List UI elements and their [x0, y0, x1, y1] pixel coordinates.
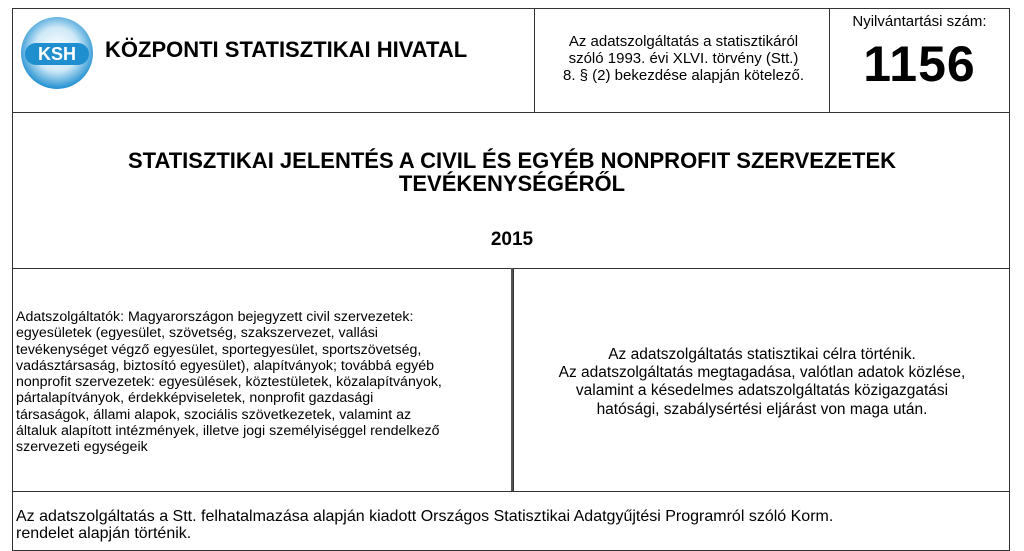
logo-text: KSH	[37, 44, 77, 64]
providers-line: társaságok, állami alapok, szociális szövetkezetek, valamint az	[16, 406, 412, 423]
statistical-form	[12, 8, 1010, 548]
header-legal-cell	[534, 8, 831, 114]
registration-label: Nyilvántartási szám:	[852, 13, 987, 30]
providers-line: vadásztársaság, biztosító egyesület), alapítványok; továbbá egyéb	[16, 357, 434, 374]
report-year: 2015	[490, 229, 534, 250]
title-section	[12, 112, 1010, 270]
data-providers-text	[16, 309, 510, 456]
purpose-line: hatósági, szabálysértési eljárást von maga után.	[596, 400, 928, 418]
organisation-name: KÖZPONTI STATISZTIKAI HIVATAL	[105, 37, 468, 62]
report-title	[33, 149, 991, 195]
providers-line: nonprofit szervezetek: egyesülések, köztestületek, közalapítványok,	[16, 374, 442, 391]
title-line: STATISZTIKAI JELENTÉS A CIVIL ÉS EGYÉB NONPROFIT SZERVEZETEK	[127, 148, 897, 173]
providers-line: szervezeti egységeik	[16, 439, 148, 456]
legal-line: 8. § (2) bekezdése alapján kötelező.	[563, 67, 804, 84]
data-providers-cell	[12, 268, 514, 493]
header-registration-cell	[829, 8, 1010, 114]
purpose-text	[522, 346, 1002, 419]
title-line: TEVÉKENYSÉGÉRŐL	[398, 171, 626, 196]
program-basis-text	[16, 508, 996, 542]
purpose-cell	[513, 268, 1010, 493]
basis-line: Az adatszolgáltatás a Stt. felhatalmazása alapján kiadott Országos Statisztikai Adatgyűjtési Programról szóló Korm.	[16, 508, 834, 525]
purpose-line: Az adatszolgáltatás megtagadása, valótlan adatok közlése,	[558, 364, 966, 382]
providers-line: általuk alapított intézmények, illetve jogi személyiséggel rendelkező	[16, 423, 440, 440]
legal-line: szóló 1993. évi XLVI. törvény (Stt.)	[568, 50, 799, 67]
purpose-line: Az adatszolgáltatás statisztikai célra történik.	[608, 346, 916, 363]
providers-line: tevékenységet végző egyesület, sportegyesület, sportszövetség,	[16, 341, 422, 358]
legal-line: Az adatszolgáltatás a statisztikáról	[568, 33, 799, 50]
providers-line: Adatszolgáltatók: Magyarországon bejegyzett civil szervezetek:	[16, 309, 414, 325]
header-organisation-cell	[12, 8, 536, 114]
providers-line: pártalapítványok, érdekképviseletek, nonprofit gazdasági	[16, 390, 374, 407]
ksh-logo	[19, 15, 95, 91]
providers-line: egyesületek (egyesület, szövetség, szakszervezet, vallási	[16, 325, 378, 342]
basis-line: rendelet alapján történik.	[16, 525, 192, 542]
legal-program-cell	[12, 491, 1010, 551]
registration-number: 1156	[863, 36, 976, 92]
purpose-line: valamint a késedelmes adatszolgáltatás közigazgatási	[575, 382, 949, 400]
legal-basis-text	[535, 33, 832, 84]
